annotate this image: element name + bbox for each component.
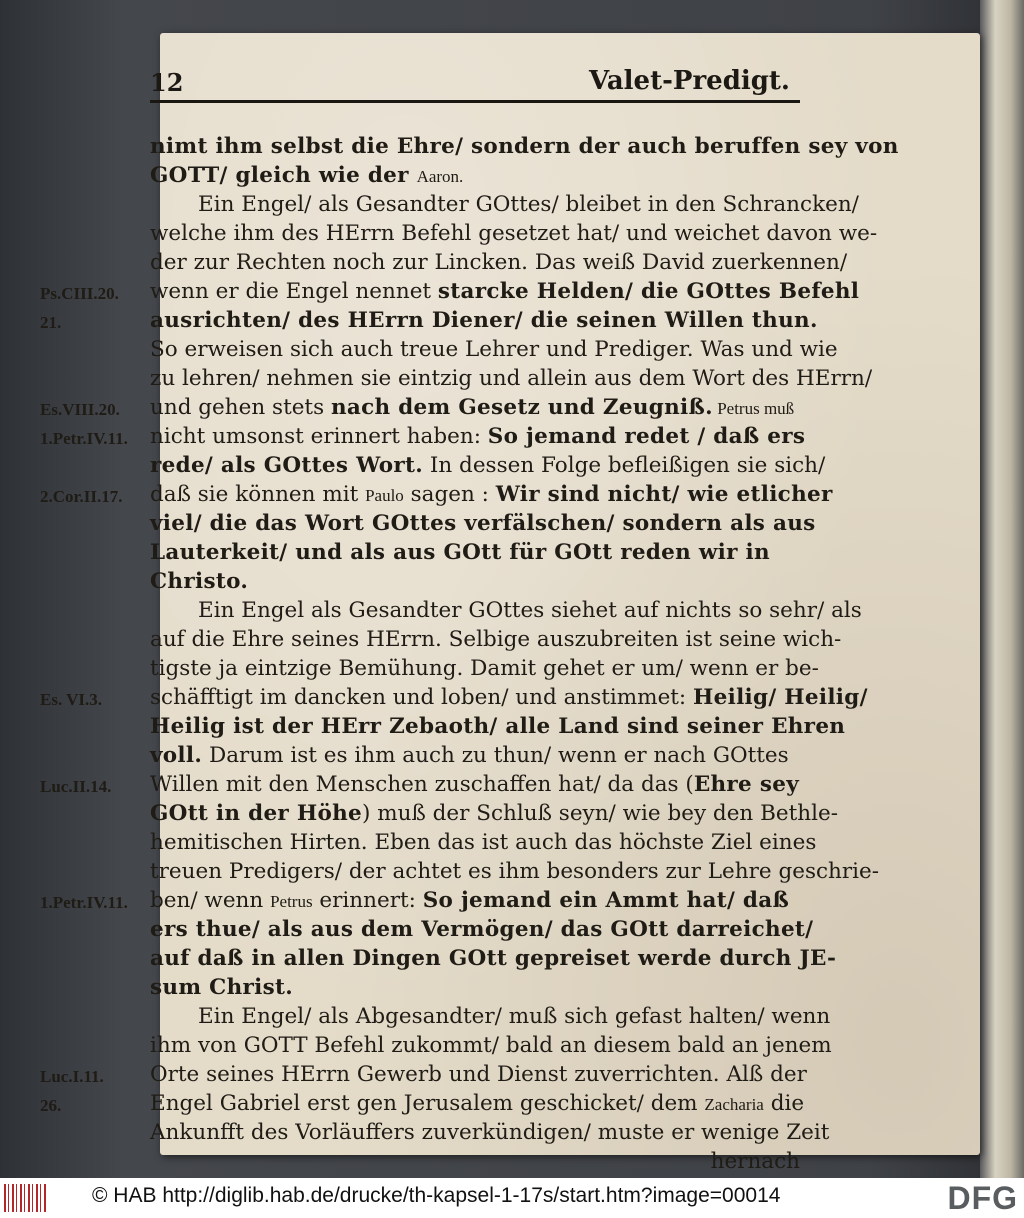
- text-line: [150, 859, 880, 885]
- text-segment: wenn er die Engel nennet: [150, 279, 438, 304]
- text-segment: sum Christ.: [150, 975, 294, 1000]
- text-segment: ers thue/ als aus dem Vermögen/ das GOtt darreichet/: [150, 917, 814, 942]
- text-line: [150, 1033, 832, 1059]
- text-segment: ausrichten/ des HErrn Diener/ die seinen Willen thun.: [150, 308, 818, 333]
- text-segment: Wir sind nicht/ wie etlicher: [495, 482, 833, 507]
- text-segment: rede/ als GOttes Wort.: [150, 453, 424, 478]
- text-segment: welche ihm des HErrn Befehl gesetzet hat/ und weichet davon we-: [150, 221, 878, 246]
- text-segment: erinnert:: [312, 888, 423, 913]
- text-segment: ihm von GOTT Befehl zukommt/ bald an diesem bald an jenem: [150, 1033, 832, 1058]
- text-segment: Paulo: [365, 486, 404, 505]
- text-line: [150, 1062, 807, 1088]
- text-segment: treuen Predigers/ der achtet es ihm besonders zur Lehre geschrie-: [150, 859, 880, 884]
- text-segment: hernach: [710, 1149, 800, 1174]
- text-segment: auf daß in allen Dingen GOtt gepreiset werde durch JE-: [150, 946, 837, 971]
- text-segment: hemitischen Hirten. Eben das ist auch das höchste Ziel eines: [150, 830, 817, 855]
- text-line: [150, 424, 806, 450]
- margin-reference: 21.: [40, 313, 62, 332]
- copyright-link[interactable]: © HAB http://diglib.hab.de/drucke/th-kapsel-1-17s/start.htm?image=00014: [92, 1184, 781, 1207]
- text-segment: der zur Rechten noch zur Lincken. Das weiß David zuerkennen/: [150, 250, 848, 275]
- text-line: [150, 482, 833, 509]
- text-line: [150, 1120, 830, 1146]
- text-segment: zu lehren/ nehmen sie eintzig und allein aus dem Wort des HErrn/: [150, 366, 873, 391]
- text-line: [150, 656, 819, 682]
- text-line: [150, 511, 816, 537]
- text-segment: tigste ja eintzige Bemühung. Damit gehet er um/ wenn er be-: [150, 656, 819, 681]
- margin-reference: 26.: [40, 1096, 62, 1115]
- text-segment: Engel Gabriel erst gen Jerusalem geschicket/ dem: [150, 1091, 705, 1116]
- margin-reference: Ps.CIII.20.: [40, 284, 119, 303]
- margin-reference: Es.VIII.20.: [40, 400, 120, 419]
- text-segment: Ehre sey: [693, 772, 799, 797]
- text-line: [150, 395, 800, 422]
- text-segment: Aaron.: [416, 167, 464, 186]
- book-edge: [980, 0, 1024, 1178]
- text-segment: Ein Engel als Gesandter GOttes siehet auf nichts so sehr/ als: [198, 598, 862, 623]
- text-segment: voll.: [150, 743, 203, 768]
- text-line: [150, 569, 800, 595]
- text-line: [150, 714, 846, 740]
- text-segment: nimt ihm selbst die Ehre/ sondern der auch beruffen sey von: [150, 134, 899, 159]
- text-segment: Willen mit den Menschen zuschaffen hat/ da das (: [150, 772, 694, 797]
- text-segment: So jemand redet / daß ers: [487, 424, 806, 449]
- margin-reference: Luc.I.11.: [40, 1067, 104, 1086]
- margin-reference: 2.Cor.II.17.: [40, 487, 123, 506]
- text-line: [150, 888, 800, 915]
- text-segment: Darum ist es ihm auch zu thun/ wenn er nach GOttes: [202, 743, 789, 768]
- text-line: [150, 1091, 805, 1118]
- text-segment: Orte seines HErrn Gewerb und Dienst zuverrichten. Alß der: [150, 1062, 807, 1087]
- running-title: Valet-Predigt.: [589, 66, 790, 96]
- text-segment: Petrus: [270, 892, 313, 911]
- text-line: [150, 830, 817, 856]
- text-segment: So erweisen sich auch treue Lehrer und Prediger. Was und wie: [150, 337, 838, 362]
- text-segment: ben/ wenn: [150, 888, 271, 913]
- text-line: [150, 337, 838, 363]
- margin-reference: Es. VI.3.: [40, 690, 103, 709]
- text-line: [150, 598, 862, 624]
- text-line: [150, 772, 800, 798]
- text-line: [150, 1149, 800, 1175]
- text-segment: Petrus muß: [712, 399, 795, 418]
- text-line: [150, 540, 800, 566]
- text-segment: ) muß der Schluß seyn/ wie bey den Bethle-: [362, 801, 838, 826]
- margin-reference: 1.Petr.IV.11.: [40, 429, 128, 448]
- page-number: 12: [150, 68, 184, 97]
- text-segment: nicht umsonst erinnert haben:: [150, 424, 488, 449]
- text-segment: Christo.: [150, 569, 249, 594]
- text-segment: und gehen stets: [150, 395, 331, 420]
- hab-barcode-logo: [4, 1184, 48, 1212]
- margin-reference: 1.Petr.IV.11.: [40, 893, 128, 912]
- text-line: [150, 946, 837, 972]
- text-segment: GOTT/ gleich wie der: [150, 163, 417, 188]
- text-line: [150, 192, 859, 218]
- text-segment: Heilig/ Heilig/: [693, 685, 868, 710]
- text-segment: auf die Ehre seines HErrn. Selbige auszubreiten ist seine wich-: [150, 627, 842, 652]
- text-line: [150, 308, 818, 334]
- margin-reference: Luc.II.14.: [40, 777, 112, 796]
- text-segment: daß sie können mit: [150, 482, 366, 507]
- text-segment: starcke Helden/ die GOttes Befehl: [437, 279, 860, 304]
- text-line: [150, 221, 878, 247]
- text-segment: Heilig ist der HErr Zebaoth/ alle Land sind seiner Ehren: [150, 714, 846, 739]
- text-segment: die: [763, 1091, 805, 1116]
- footer-bar: [0, 1178, 1024, 1218]
- text-segment: Zacharia: [704, 1095, 764, 1114]
- text-line: [150, 453, 826, 479]
- text-line: [150, 163, 800, 190]
- text-segment: GOtt in der Höhe: [150, 801, 363, 826]
- text-line: [150, 975, 800, 1001]
- text-segment: schäfftigt im dancken und loben/ und anstimmet:: [150, 685, 694, 710]
- text-line: [150, 1004, 848, 1030]
- text-segment: Ein Engel/ als Abgesandter/ muß sich gefast halten/ wenn: [198, 1004, 831, 1029]
- text-line: [150, 685, 868, 711]
- text-segment: sagen :: [403, 482, 496, 507]
- text-line: [150, 801, 838, 827]
- dfg-logo: DFG: [947, 1180, 1018, 1216]
- text-line: [150, 366, 873, 392]
- running-head: [150, 66, 800, 103]
- text-segment: Ankunfft des Vorläuffers zuverkündigen/ muste er wenige Zeit: [150, 1120, 830, 1145]
- text-line: [150, 134, 899, 160]
- text-segment: viel/ die das Wort GOttes verfälschen/ sondern als aus: [150, 511, 816, 536]
- text-line: [150, 627, 842, 653]
- text-line: [150, 250, 848, 276]
- text-line: [150, 917, 814, 943]
- text-line: [150, 279, 860, 305]
- text-line: [150, 743, 800, 769]
- text-segment: In dessen Folge befleißigen sie sich/: [423, 453, 826, 478]
- text-segment: Lauterkeit/ und als aus GOtt für GOtt reden wir in: [150, 540, 770, 565]
- text-segment: nach dem Gesetz und Zeugniß.: [330, 395, 713, 420]
- text-segment: Ein Engel/ als Gesandter GOttes/ bleibet in den Schrancken/: [198, 192, 859, 217]
- text-segment: So jemand ein Ammt hat/ daß: [422, 888, 790, 913]
